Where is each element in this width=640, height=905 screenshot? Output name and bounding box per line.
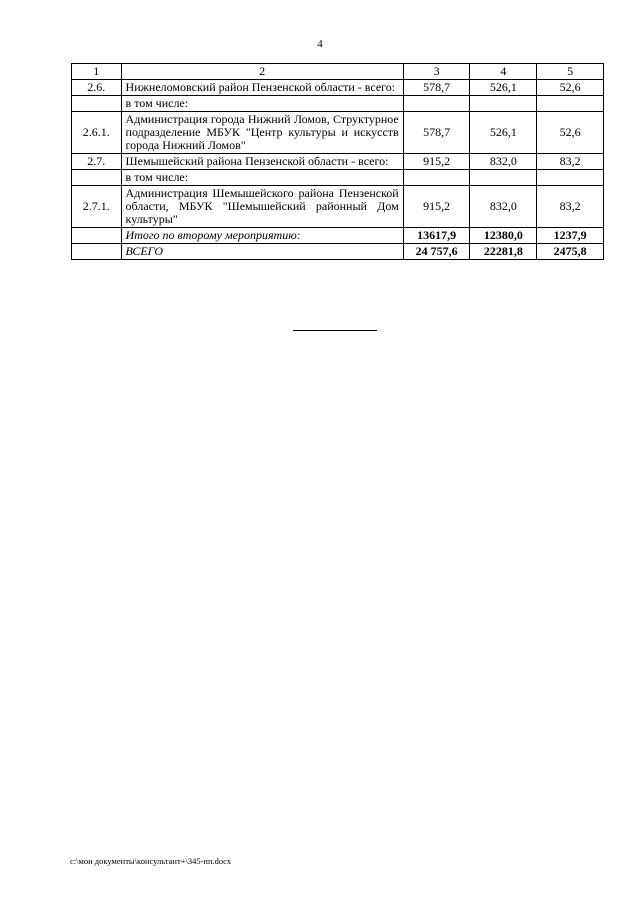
table-row bbox=[72, 80, 604, 96]
row-value-3: 915,2 bbox=[403, 186, 470, 228]
table-header-row bbox=[72, 64, 604, 80]
footer-file-path: c:\мои документы\консультант+\345-пп.docx bbox=[70, 856, 232, 866]
row-name: Администрация города Нижний Ломов, Структурное подразделение МБУК "Центр культуры и искусств города Нижний Ломов" bbox=[121, 112, 403, 154]
row-number bbox=[72, 228, 122, 244]
row-value-3: 578,7 bbox=[403, 80, 470, 96]
row-name: Шемышейский района Пензенской области - всего: bbox=[121, 154, 403, 170]
row-value-4: 526,1 bbox=[470, 80, 537, 96]
row-name: в том числе: bbox=[121, 96, 403, 112]
row-value-5: 83,2 bbox=[537, 154, 604, 170]
header-col-3: 3 bbox=[403, 64, 470, 80]
subtotal-row bbox=[72, 228, 604, 244]
grand-total-row bbox=[72, 244, 604, 260]
table-row bbox=[72, 186, 604, 228]
row-value-4 bbox=[470, 170, 537, 186]
table-row bbox=[72, 170, 604, 186]
row-value-3: 915,2 bbox=[403, 154, 470, 170]
row-value-5: 52,6 bbox=[537, 112, 604, 154]
grand-total-label: ВСЕГО bbox=[121, 244, 403, 260]
row-number: 2.7. bbox=[72, 154, 122, 170]
subtotal-value-5: 1237,9 bbox=[537, 228, 604, 244]
header-col-4: 4 bbox=[470, 64, 537, 80]
row-value-4 bbox=[470, 96, 537, 112]
grand-total-value-5: 2475,8 bbox=[537, 244, 604, 260]
grand-total-value-4: 22281,8 bbox=[470, 244, 537, 260]
row-number bbox=[72, 170, 122, 186]
table-row bbox=[72, 96, 604, 112]
row-value-4: 832,0 bbox=[470, 186, 537, 228]
row-number: 2.7.1. bbox=[72, 186, 122, 228]
page-number: 4 bbox=[317, 38, 323, 50]
row-value-5 bbox=[537, 96, 604, 112]
subtotal-value-4: 12380,0 bbox=[470, 228, 537, 244]
row-value-4: 526,1 bbox=[470, 112, 537, 154]
row-number: 2.6.1. bbox=[72, 112, 122, 154]
row-value-5: 52,6 bbox=[537, 80, 604, 96]
table-row bbox=[72, 112, 604, 154]
row-value-3 bbox=[403, 170, 470, 186]
row-name: Нижнеломовский район Пензенской области - всего: bbox=[121, 80, 403, 96]
table-row bbox=[72, 154, 604, 170]
row-value-3: 578,7 bbox=[403, 112, 470, 154]
row-number bbox=[72, 244, 122, 260]
header-col-1: 1 bbox=[72, 64, 122, 80]
header-col-5: 5 bbox=[537, 64, 604, 80]
grand-total-value-3: 24 757,6 bbox=[403, 244, 470, 260]
row-number: 2.6. bbox=[72, 80, 122, 96]
row-value-5: 83,2 bbox=[537, 186, 604, 228]
subtotal-label: Итого по второму мероприятию: bbox=[121, 228, 403, 244]
row-name: в том числе: bbox=[121, 170, 403, 186]
subtotal-value-3: 13617,9 bbox=[403, 228, 470, 244]
header-col-2: 2 bbox=[121, 64, 403, 80]
budget-table bbox=[71, 63, 604, 260]
row-name: Администрация Шемышейского района Пензенской области, МБУК "Шемышейский районный Дом культуры" bbox=[121, 186, 403, 228]
separator-line bbox=[293, 330, 377, 331]
row-value-4: 832,0 bbox=[470, 154, 537, 170]
row-number bbox=[72, 96, 122, 112]
row-value-3 bbox=[403, 96, 470, 112]
row-value-5 bbox=[537, 170, 604, 186]
